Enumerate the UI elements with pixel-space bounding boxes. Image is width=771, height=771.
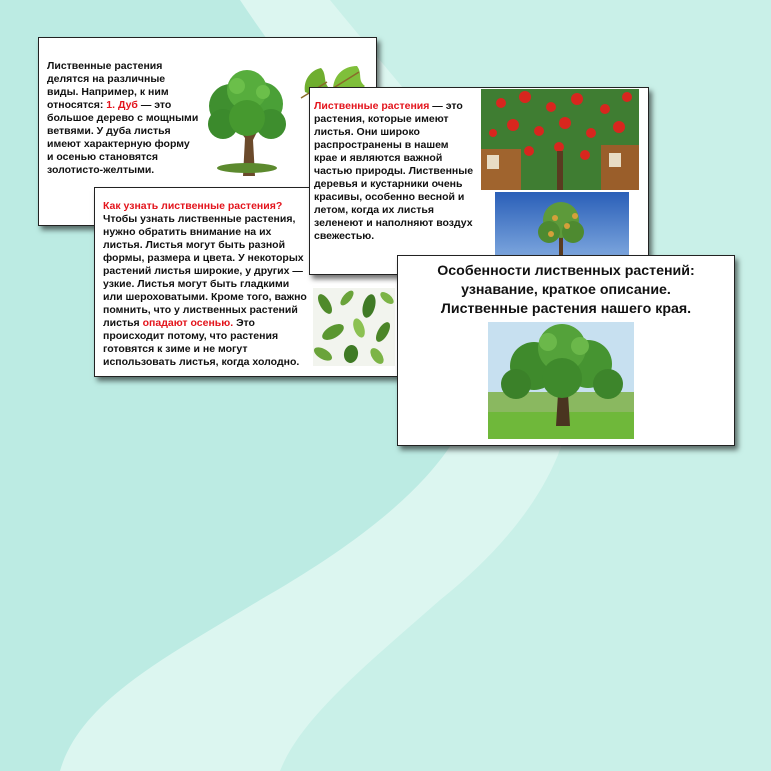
leaves-image xyxy=(313,288,395,366)
slide3-text xyxy=(314,100,474,243)
slide1-item-label: 1. Дуб xyxy=(106,99,138,111)
slide4-title-line3: Лиственные растения нашего края. xyxy=(440,301,692,317)
rowan-tree-image xyxy=(481,89,639,190)
slide4-title-line1: Особенности лиственных растений: xyxy=(437,263,695,279)
oak-tree-image xyxy=(201,68,293,176)
slide2-highlight: опадают осенью. xyxy=(142,317,234,329)
big-tree-image xyxy=(488,322,634,439)
slide3-body: — это растения, которые имеют листья. Они широко распространены в нашем крае и являются важной частью природы. Лиственные деревья и кустарники очень красивы, особенно весной и летом, когда их листья зеленеют и наполняют воздух свежестью. xyxy=(314,100,474,242)
slide2-body-part2: Это происходит потому, что растения готовятся к зиме и не могут использовать листья, когда холодно. xyxy=(103,317,300,368)
slide3-term: Лиственные растения xyxy=(314,100,430,112)
slide4-title-line2: узнавание, краткое описание. xyxy=(461,282,671,298)
slide2-heading: Как узнать лиственные растения? xyxy=(103,200,283,212)
slide1-intro: Лиственные растения делятся на различные виды. Например, к ним относятся: xyxy=(47,60,169,111)
slide2-body xyxy=(103,213,308,369)
slide1-item-text: — это большое дерево с мощными ветвями. У дуба листья имеют характерную форму и осенью становятся золотисто-желтыми. xyxy=(47,99,199,176)
slide2-body-part1: Чтобы узнать лиственные растения, нужно обратить внимание на их листья. Листья могут быть разной формы, размера и цвета. У некоторых растений листья широкие, у других — узкие. Листья могут быть гладкими или шероховатыми. Кроме того, важно помнить, что у лиственных растений листья xyxy=(103,213,307,329)
slide-title xyxy=(397,255,735,446)
slide-definition xyxy=(309,87,649,275)
